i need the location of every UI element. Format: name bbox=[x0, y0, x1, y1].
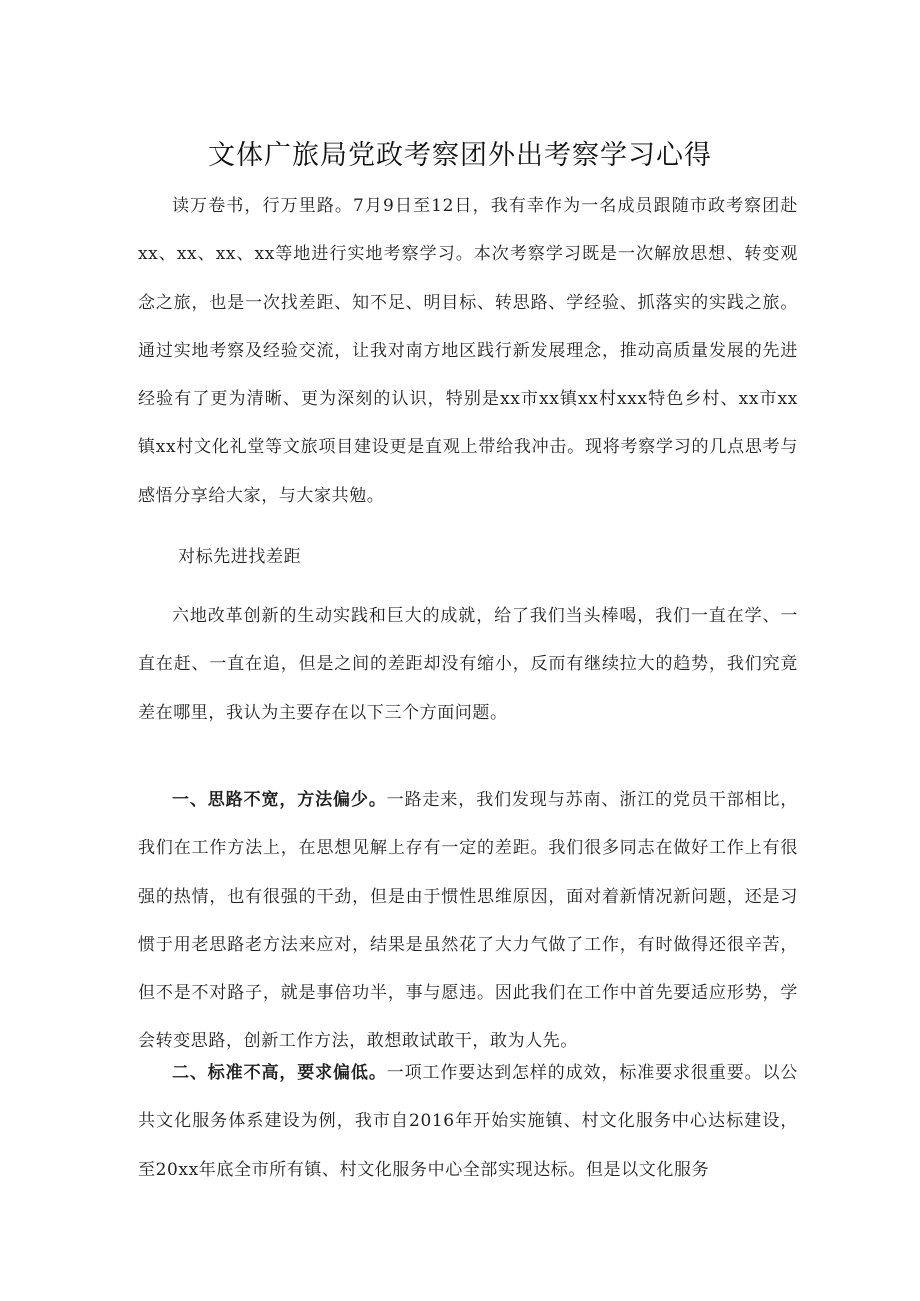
section-heading: 对标先进找差距 bbox=[178, 547, 302, 567]
paragraph-problem-one bbox=[138, 776, 798, 1066]
paragraph-problem-one-body: 一路走来，我们发现与苏南、浙江的党员干部相比，我们在工作方法上，在思想见解上存有一定的差距。我们很多同志在做好工作上有很强的热情，也有很强的干劲，但是由于惯性思维原因，面对着新情况新问题，还是习惯于用老思路老方法来应对，结果是虽然花了大力气做了工作，有时做得还很辛苦，但不是不对路子，就是事倍功半，事与愿违。因此我们在工作中首先要适应形势，学会转变思路，创新工作方法，敢想敢试敢干，敢为人先。 bbox=[138, 790, 798, 1052]
paragraph-problem-two bbox=[138, 1049, 798, 1194]
paragraph-intro: 读万卷书，行万里路。7月9日至12日，我有幸作为一名成员跟随市政考察团赴xx、xx、xx、xx等地进行实地考察学习。本次考察学习既是一次解放思想、转变观念之旅，也是一次找差距、知不足、明目标、转思路、学经验、抓落实的实践之旅。通过实地考察及经验交流，让我对南方地区践行新发展理念，推动高质量发展的先进经验有了更为清晰、更为深刻的认识，特别是xx市xx镇xx村xxx特色乡村、xx市xx镇xx村文化礼堂等文旅项目建设更是直观上带给我冲击。现将考察学习的几点思考与感悟分享给大家，与大家共勉。 bbox=[138, 196, 798, 506]
document-title: 文体广旅局党政考察团外出考察学习心得 bbox=[208, 140, 712, 171]
paragraph-problem-two-lead: 二、标准不高，要求偏低。 bbox=[172, 1063, 387, 1083]
paragraph-problems-intro: 六地改革创新的生动实践和巨大的成就，给了我们当头棒喝，我们一直在学、一直在赶、一直在追，但是之间的差距却没有缩小，反而有继续拉大的趋势，我们究竟差在哪里，我认为主要存在以下三个方面问题。 bbox=[138, 606, 798, 723]
paragraph-problem-two-body: 一项工作要达到怎样的成效，标准要求很重要。以公共文化服务体系建设为例，我市自2016年开始实施镇、村文化服务中心达标建设，至20xx年底全市所有镇、村文化服务中心全部实现达标。但是以文化服务 bbox=[138, 1063, 798, 1180]
paragraph-problem-one-lead: 一、思路不宽，方法偏少。 bbox=[172, 790, 387, 810]
